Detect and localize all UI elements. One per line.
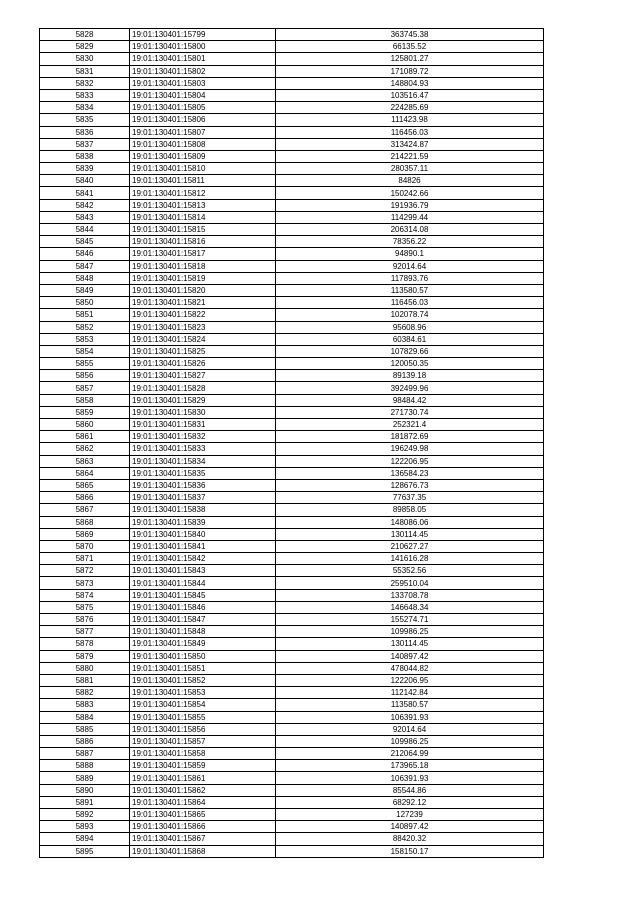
value-cell: 106391.93 — [276, 772, 544, 784]
cadastral-number-cell: 19:01:130401:15865 — [130, 809, 276, 821]
value-cell: 146648.34 — [276, 601, 544, 613]
table-row — [40, 163, 544, 175]
row-number-cell: 5895 — [40, 845, 130, 857]
value-cell: 127239 — [276, 809, 544, 821]
value-cell: 113580.57 — [276, 284, 544, 296]
cadastral-number-cell: 19:01:130401:15868 — [130, 845, 276, 857]
row-number-cell: 5868 — [40, 516, 130, 528]
row-number-cell: 5858 — [40, 394, 130, 406]
row-number-cell: 5835 — [40, 114, 130, 126]
table-row — [40, 175, 544, 187]
table-row — [40, 370, 544, 382]
cadastral-number-cell: 19:01:130401:15850 — [130, 650, 276, 662]
row-number-cell: 5894 — [40, 833, 130, 845]
row-number-cell: 5849 — [40, 284, 130, 296]
value-cell: 85544.86 — [276, 784, 544, 796]
table-row — [40, 284, 544, 296]
cadastral-number-cell: 19:01:130401:15816 — [130, 236, 276, 248]
table-row — [40, 443, 544, 455]
value-cell: 210627.27 — [276, 540, 544, 552]
cadastral-number-cell: 19:01:130401:15824 — [130, 333, 276, 345]
value-cell: 214221.59 — [276, 150, 544, 162]
row-number-cell: 5875 — [40, 601, 130, 613]
value-cell: 94890.1 — [276, 248, 544, 260]
table-row — [40, 406, 544, 418]
value-cell: 109986.25 — [276, 626, 544, 638]
row-number-cell: 5864 — [40, 467, 130, 479]
table-row — [40, 467, 544, 479]
value-cell: 136584.23 — [276, 467, 544, 479]
row-number-cell: 5866 — [40, 492, 130, 504]
value-cell: 133708.78 — [276, 589, 544, 601]
table-row — [40, 102, 544, 114]
cadastral-number-cell: 19:01:130401:15828 — [130, 382, 276, 394]
value-cell: 60384.61 — [276, 333, 544, 345]
row-number-cell: 5854 — [40, 345, 130, 357]
cadastral-number-cell: 19:01:130401:15825 — [130, 345, 276, 357]
value-cell: 111423.98 — [276, 114, 544, 126]
row-number-cell: 5882 — [40, 687, 130, 699]
table-row — [40, 516, 544, 528]
cadastral-number-cell: 19:01:130401:15801 — [130, 53, 276, 65]
value-cell: 140897.42 — [276, 821, 544, 833]
row-number-cell: 5865 — [40, 479, 130, 491]
table-row — [40, 41, 544, 53]
row-number-cell: 5840 — [40, 175, 130, 187]
value-cell: 102078.74 — [276, 309, 544, 321]
value-cell: 173965.18 — [276, 760, 544, 772]
row-number-cell: 5857 — [40, 382, 130, 394]
value-cell: 92014.64 — [276, 723, 544, 735]
table-row — [40, 784, 544, 796]
value-cell: 191936.79 — [276, 199, 544, 211]
cadastral-number-cell: 19:01:130401:15857 — [130, 735, 276, 747]
table-row — [40, 845, 544, 857]
value-cell: 148804.93 — [276, 77, 544, 89]
table-row — [40, 748, 544, 760]
cadastral-number-cell: 19:01:130401:15867 — [130, 833, 276, 845]
cadastral-number-cell: 19:01:130401:15842 — [130, 553, 276, 565]
cadastral-number-cell: 19:01:130401:15820 — [130, 284, 276, 296]
row-number-cell: 5874 — [40, 589, 130, 601]
cadastral-number-cell: 19:01:130401:15815 — [130, 224, 276, 236]
data-table — [39, 28, 544, 858]
row-number-cell: 5892 — [40, 809, 130, 821]
row-number-cell: 5859 — [40, 406, 130, 418]
cadastral-number-cell: 19:01:130401:15802 — [130, 65, 276, 77]
cadastral-number-cell: 19:01:130401:15812 — [130, 187, 276, 199]
table-row — [40, 248, 544, 260]
table-row — [40, 723, 544, 735]
value-cell: 363745.38 — [276, 29, 544, 41]
value-cell: 117893.76 — [276, 272, 544, 284]
value-cell: 109986.25 — [276, 735, 544, 747]
table-row — [40, 126, 544, 138]
table-row — [40, 455, 544, 467]
table-row — [40, 565, 544, 577]
value-cell: 130114.45 — [276, 638, 544, 650]
table-row — [40, 626, 544, 638]
row-number-cell: 5872 — [40, 565, 130, 577]
row-number-cell: 5831 — [40, 65, 130, 77]
table-row — [40, 504, 544, 516]
value-cell: 77637.35 — [276, 492, 544, 504]
value-cell: 88420.32 — [276, 833, 544, 845]
cadastral-number-cell: 19:01:130401:15833 — [130, 443, 276, 455]
value-cell: 114299.44 — [276, 211, 544, 223]
value-cell: 252321.4 — [276, 419, 544, 431]
value-cell: 92014.64 — [276, 260, 544, 272]
row-number-cell: 5877 — [40, 626, 130, 638]
cadastral-number-cell: 19:01:130401:15819 — [130, 272, 276, 284]
row-number-cell: 5885 — [40, 723, 130, 735]
cadastral-number-cell: 19:01:130401:15805 — [130, 102, 276, 114]
table-row — [40, 114, 544, 126]
cadastral-number-cell: 19:01:130401:15847 — [130, 614, 276, 626]
row-number-cell: 5879 — [40, 650, 130, 662]
cadastral-number-cell: 19:01:130401:15858 — [130, 748, 276, 760]
row-number-cell: 5846 — [40, 248, 130, 260]
row-number-cell: 5832 — [40, 77, 130, 89]
value-cell: 150242.66 — [276, 187, 544, 199]
row-number-cell: 5880 — [40, 662, 130, 674]
table-row — [40, 272, 544, 284]
table-row — [40, 260, 544, 272]
cadastral-number-cell: 19:01:130401:15817 — [130, 248, 276, 260]
table-row — [40, 809, 544, 821]
value-cell: 116456.03 — [276, 297, 544, 309]
table-row — [40, 138, 544, 150]
row-number-cell: 5844 — [40, 224, 130, 236]
cadastral-number-cell: 19:01:130401:15832 — [130, 431, 276, 443]
cadastral-number-cell: 19:01:130401:15826 — [130, 358, 276, 370]
table-row — [40, 735, 544, 747]
value-cell: 259510.04 — [276, 577, 544, 589]
value-cell: 66135.52 — [276, 41, 544, 53]
value-cell: 103516.47 — [276, 89, 544, 101]
table-row — [40, 699, 544, 711]
cadastral-number-cell: 19:01:130401:15848 — [130, 626, 276, 638]
cadastral-number-cell: 19:01:130401:15845 — [130, 589, 276, 601]
row-number-cell: 5845 — [40, 236, 130, 248]
row-number-cell: 5853 — [40, 333, 130, 345]
value-cell: 78356.22 — [276, 236, 544, 248]
table-row — [40, 297, 544, 309]
table-row — [40, 821, 544, 833]
table-row — [40, 479, 544, 491]
cadastral-number-cell: 19:01:130401:15841 — [130, 540, 276, 552]
table-row — [40, 431, 544, 443]
table-row — [40, 236, 544, 248]
value-cell: 125801.27 — [276, 53, 544, 65]
table-row — [40, 540, 544, 552]
cadastral-number-cell: 19:01:130401:15862 — [130, 784, 276, 796]
table-row — [40, 614, 544, 626]
cadastral-number-cell: 19:01:130401:15849 — [130, 638, 276, 650]
value-cell: 68292.12 — [276, 796, 544, 808]
table-row — [40, 492, 544, 504]
value-cell: 148086.06 — [276, 516, 544, 528]
value-cell: 171089.72 — [276, 65, 544, 77]
table-row — [40, 358, 544, 370]
value-cell: 89858.05 — [276, 504, 544, 516]
value-cell: 106391.93 — [276, 711, 544, 723]
value-cell: 95608.96 — [276, 321, 544, 333]
cadastral-number-cell: 19:01:130401:15818 — [130, 260, 276, 272]
value-cell: 212064.99 — [276, 748, 544, 760]
table-row — [40, 577, 544, 589]
value-cell: 130114.45 — [276, 528, 544, 540]
table-row — [40, 711, 544, 723]
row-number-cell: 5867 — [40, 504, 130, 516]
row-number-cell: 5870 — [40, 540, 130, 552]
row-number-cell: 5843 — [40, 211, 130, 223]
cadastral-number-cell: 19:01:130401:15827 — [130, 370, 276, 382]
row-number-cell: 5851 — [40, 309, 130, 321]
cadastral-number-cell: 19:01:130401:15835 — [130, 467, 276, 479]
value-cell: 113580.57 — [276, 699, 544, 711]
row-number-cell: 5887 — [40, 748, 130, 760]
table-body — [40, 29, 544, 858]
table-row — [40, 833, 544, 845]
table-row — [40, 638, 544, 650]
cadastral-number-cell: 19:01:130401:15821 — [130, 297, 276, 309]
value-cell: 107829.66 — [276, 345, 544, 357]
table-row — [40, 77, 544, 89]
row-number-cell: 5834 — [40, 102, 130, 114]
cadastral-number-cell: 19:01:130401:15856 — [130, 723, 276, 735]
row-number-cell: 5842 — [40, 199, 130, 211]
row-number-cell: 5850 — [40, 297, 130, 309]
cadastral-number-cell: 19:01:130401:15838 — [130, 504, 276, 516]
table-row — [40, 382, 544, 394]
cadastral-number-cell: 19:01:130401:15834 — [130, 455, 276, 467]
row-number-cell: 5839 — [40, 163, 130, 175]
cadastral-number-cell: 19:01:130401:15803 — [130, 77, 276, 89]
table-row — [40, 89, 544, 101]
cadastral-number-cell: 19:01:130401:15814 — [130, 211, 276, 223]
row-number-cell: 5848 — [40, 272, 130, 284]
row-number-cell: 5889 — [40, 772, 130, 784]
row-number-cell: 5873 — [40, 577, 130, 589]
table-row — [40, 333, 544, 345]
row-number-cell: 5869 — [40, 528, 130, 540]
table-row — [40, 199, 544, 211]
row-number-cell: 5884 — [40, 711, 130, 723]
value-cell: 271730.74 — [276, 406, 544, 418]
value-cell: 122206.95 — [276, 455, 544, 467]
table-row — [40, 224, 544, 236]
value-cell: 155274.71 — [276, 614, 544, 626]
row-number-cell: 5836 — [40, 126, 130, 138]
cadastral-number-cell: 19:01:130401:15799 — [130, 29, 276, 41]
value-cell: 141616.28 — [276, 553, 544, 565]
row-number-cell: 5828 — [40, 29, 130, 41]
row-number-cell: 5837 — [40, 138, 130, 150]
table-row — [40, 187, 544, 199]
value-cell: 116456.03 — [276, 126, 544, 138]
table-row — [40, 528, 544, 540]
row-number-cell: 5841 — [40, 187, 130, 199]
cadastral-number-cell: 19:01:130401:15840 — [130, 528, 276, 540]
cadastral-number-cell: 19:01:130401:15810 — [130, 163, 276, 175]
cadastral-number-cell: 19:01:130401:15846 — [130, 601, 276, 613]
cadastral-number-cell: 19:01:130401:15811 — [130, 175, 276, 187]
table-row — [40, 650, 544, 662]
value-cell: 206314.08 — [276, 224, 544, 236]
value-cell: 313424.87 — [276, 138, 544, 150]
table-row — [40, 601, 544, 613]
row-number-cell: 5847 — [40, 260, 130, 272]
row-number-cell: 5891 — [40, 796, 130, 808]
table-row — [40, 29, 544, 41]
cadastral-number-cell: 19:01:130401:15855 — [130, 711, 276, 723]
row-number-cell: 5838 — [40, 150, 130, 162]
value-cell: 89139.18 — [276, 370, 544, 382]
cadastral-number-cell: 19:01:130401:15853 — [130, 687, 276, 699]
value-cell: 140897.42 — [276, 650, 544, 662]
row-number-cell: 5852 — [40, 321, 130, 333]
table-row — [40, 150, 544, 162]
table-row — [40, 553, 544, 565]
value-cell: 112142.84 — [276, 687, 544, 699]
cadastral-number-cell: 19:01:130401:15852 — [130, 674, 276, 686]
cadastral-number-cell: 19:01:130401:15843 — [130, 565, 276, 577]
row-number-cell: 5829 — [40, 41, 130, 53]
row-number-cell: 5883 — [40, 699, 130, 711]
cadastral-number-cell: 19:01:130401:15866 — [130, 821, 276, 833]
cadastral-number-cell: 19:01:130401:15823 — [130, 321, 276, 333]
cadastral-number-cell: 19:01:130401:15836 — [130, 479, 276, 491]
cadastral-number-cell: 19:01:130401:15807 — [130, 126, 276, 138]
value-cell: 55352.56 — [276, 565, 544, 577]
table-row — [40, 662, 544, 674]
table-row — [40, 53, 544, 65]
cadastral-number-cell: 19:01:130401:15839 — [130, 516, 276, 528]
cadastral-number-cell: 19:01:130401:15859 — [130, 760, 276, 772]
cadastral-number-cell: 19:01:130401:15804 — [130, 89, 276, 101]
table-row — [40, 687, 544, 699]
table-row — [40, 309, 544, 321]
table-row — [40, 760, 544, 772]
row-number-cell: 5862 — [40, 443, 130, 455]
row-number-cell: 5881 — [40, 674, 130, 686]
value-cell: 280357.11 — [276, 163, 544, 175]
value-cell: 84826 — [276, 175, 544, 187]
cadastral-number-cell: 19:01:130401:15813 — [130, 199, 276, 211]
cadastral-number-cell: 19:01:130401:15808 — [130, 138, 276, 150]
value-cell: 181872.69 — [276, 431, 544, 443]
table-row — [40, 419, 544, 431]
value-cell: 122206.95 — [276, 674, 544, 686]
cadastral-number-cell: 19:01:130401:15854 — [130, 699, 276, 711]
row-number-cell: 5830 — [40, 53, 130, 65]
table-row — [40, 674, 544, 686]
value-cell: 98484.42 — [276, 394, 544, 406]
row-number-cell: 5861 — [40, 431, 130, 443]
value-cell: 392499.96 — [276, 382, 544, 394]
table-row — [40, 772, 544, 784]
cadastral-number-cell: 19:01:130401:15806 — [130, 114, 276, 126]
table-row — [40, 211, 544, 223]
table-row — [40, 321, 544, 333]
row-number-cell: 5863 — [40, 455, 130, 467]
value-cell: 158150.17 — [276, 845, 544, 857]
row-number-cell: 5876 — [40, 614, 130, 626]
row-number-cell: 5893 — [40, 821, 130, 833]
row-number-cell: 5878 — [40, 638, 130, 650]
row-number-cell: 5860 — [40, 419, 130, 431]
cadastral-number-cell: 19:01:130401:15829 — [130, 394, 276, 406]
row-number-cell: 5871 — [40, 553, 130, 565]
table-row — [40, 796, 544, 808]
table-row — [40, 589, 544, 601]
row-number-cell: 5890 — [40, 784, 130, 796]
value-cell: 196249.98 — [276, 443, 544, 455]
row-number-cell: 5886 — [40, 735, 130, 747]
cadastral-number-cell: 19:01:130401:15800 — [130, 41, 276, 53]
cadastral-number-cell: 19:01:130401:15830 — [130, 406, 276, 418]
row-number-cell: 5856 — [40, 370, 130, 382]
table-row — [40, 394, 544, 406]
value-cell: 128676.73 — [276, 479, 544, 491]
value-cell: 224285.69 — [276, 102, 544, 114]
row-number-cell: 5888 — [40, 760, 130, 772]
cadastral-number-cell: 19:01:130401:15837 — [130, 492, 276, 504]
cadastral-number-cell: 19:01:130401:15844 — [130, 577, 276, 589]
cadastral-number-cell: 19:01:130401:15809 — [130, 150, 276, 162]
row-number-cell: 5855 — [40, 358, 130, 370]
row-number-cell: 5833 — [40, 89, 130, 101]
cadastral-number-cell: 19:01:130401:15851 — [130, 662, 276, 674]
cadastral-number-cell: 19:01:130401:15831 — [130, 419, 276, 431]
value-cell: 478044.82 — [276, 662, 544, 674]
cadastral-number-cell: 19:01:130401:15861 — [130, 772, 276, 784]
cadastral-number-cell: 19:01:130401:15864 — [130, 796, 276, 808]
table-row — [40, 65, 544, 77]
table-row — [40, 345, 544, 357]
cadastral-number-cell: 19:01:130401:15822 — [130, 309, 276, 321]
value-cell: 120050.35 — [276, 358, 544, 370]
